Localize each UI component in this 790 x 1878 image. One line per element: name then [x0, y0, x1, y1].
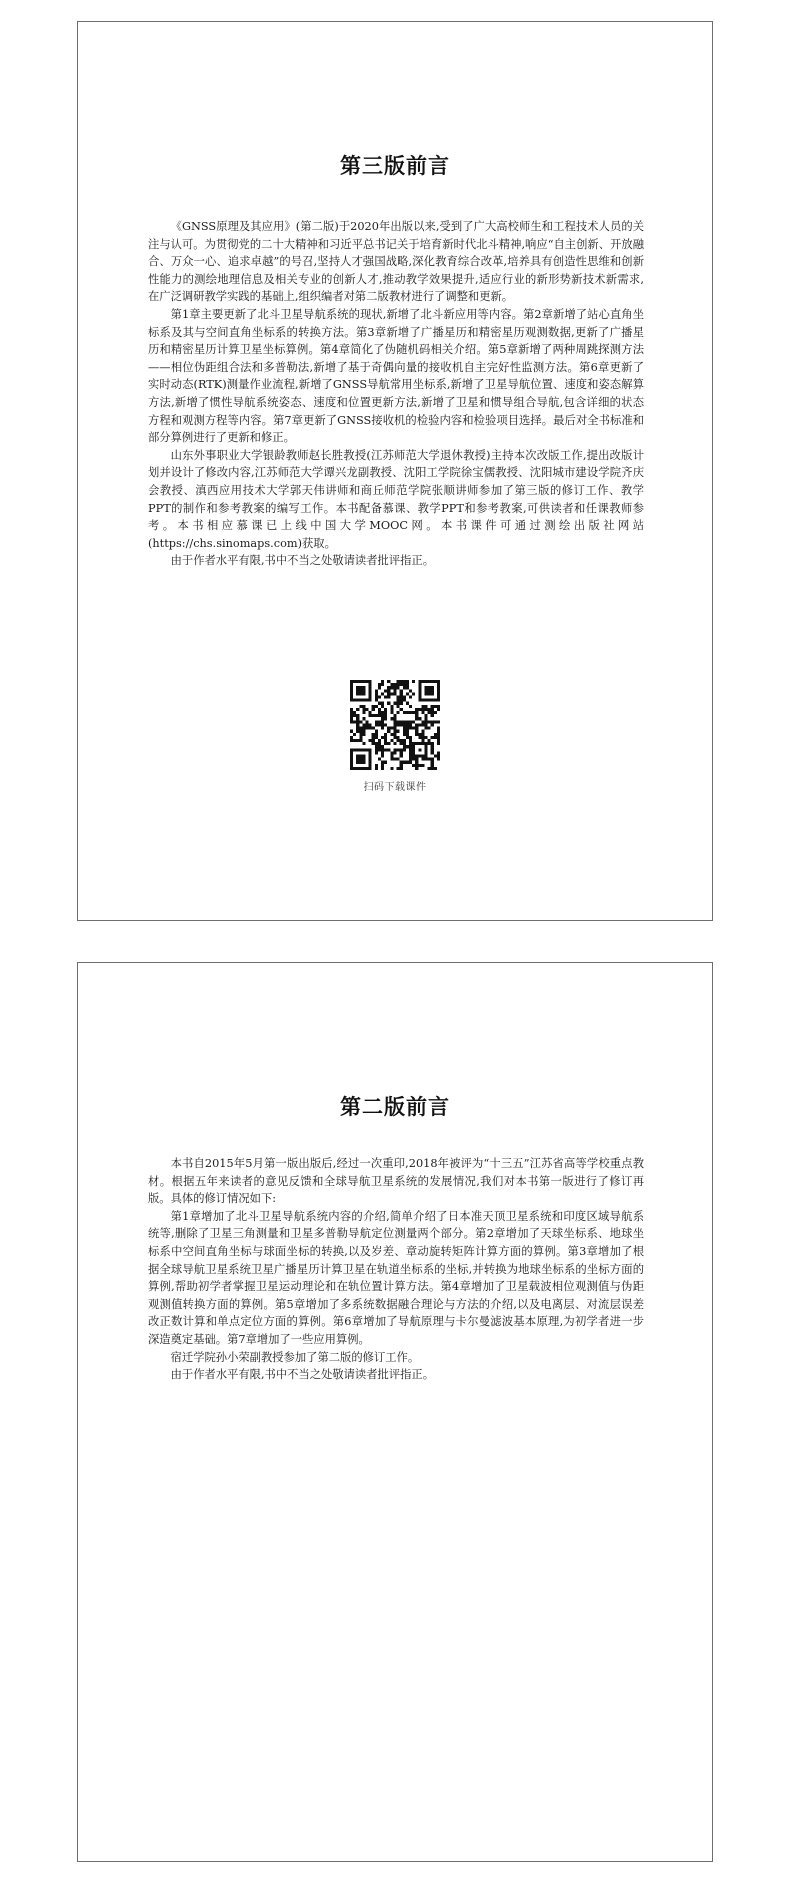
paragraph: 第1章主要更新了北斗卫星导航系统的现状,新增了北斗新应用等内容。第2章新增了站心直角坐标系及其与空间直角坐标系的转换方法。第3章新增了广播星历和精密星历观测数据,更新了广播星历和精密星历计算卫星坐标算例。第4章简化了伪随机码相关介绍。第5章新增了两种周跳探测方法——相位伪距组合法和多普勒法,新增了基于奇偶向量的接收机自主完好性监测方法。第6章更新了实时动态(RTK)测量作业流程,新增了GNSS导航常用坐标系,新增了卫星导航位置、速度和姿态解算方法,新增了惯性导航系统姿态、速度和位置更新方法,新增了卫星和惯导组合导航,包含详细的状态方程和观测方程等内容。第7章更新了GNSS接收机的检验内容和检验项目选择。最后对全书标准和部分算例进行了更新和修正。 — [148, 307, 644, 445]
paragraph: 由于作者水平有限,书中不当之处敬请读者批评指正。 — [170, 554, 435, 568]
paragraph: 第1章增加了北斗卫星导航系统内容的介绍,简单介绍了日本准天顶卫星系统和印度区域导航系统等,删除了卫星三角测量和卫星多普勒导航定位测量两个部分。第2章增加了天球坐标系、地球坐标系中空间直角坐标与球面坐标的转换,以及岁差、章动旋转矩阵计算方面的算例。第3章增加了根据全球导航卫星系统卫星广播星历计算卫星在轨道坐标系的坐标,并转换为地球坐标系的坐标方面的算例,帮助初学者掌握卫星运动理论和在轨位置计算方法。第4章增加了卫星载波相位观测值与伪距观测值转换方面的算例。第5章增加了多系统数据融合理论与方法的介绍,以及电离层、对流层误差改正数计算和单点定位方面的算例。第6章增加了导航原理与卡尔曼滤波基本原理,为初学者进一步深造奠定基础。第7章增加了一些应用算例。 — [148, 1209, 644, 1346]
paragraph: 由于作者水平有限,书中不当之处敬请读者批评指正。 — [170, 1368, 435, 1382]
preface-body — [148, 1155, 644, 1384]
preface-body — [148, 218, 644, 570]
paragraph: 宿迁学院孙小荣副教授参加了第二版的修订工作。 — [170, 1350, 420, 1364]
page-third-edition-preface — [77, 21, 713, 921]
qr-code-image[interactable] — [350, 680, 440, 770]
paragraph: 《GNSS原理及其应用》(第二版)于2020年出版以来,受到了广大高校师生和工程技术人员的关注与认可。为贯彻党的二十大精神和习近平总书记关于培育新时代北斗精神,响应“自主创新、开放融合、万众一心、追求卓越”的号召,坚持人才强国战略,深化教育综合改革,培养具有创造性思维和创新性能力的测绘地理信息及相关专业的创新人才,推动教学效果提升,适应行业的新形势新技术新需求,在广泛调研教学实践的基础上,组织编者对第二版教材进行了调整和更新。 — [148, 220, 644, 304]
page-title: 第三版前言 — [340, 153, 450, 178]
paragraph: 山东外事职业大学银龄教师赵长胜教授(江苏师范大学退休教授)主持本次改版工作,提出改版计划并设计了修改内容,江苏师范大学谭兴龙副教授、沈阳工学院徐宝儒教授、沈阳城市建设学院齐庆会教授、滇西应用技术大学郭天伟讲师和商丘师范学院张顺讲师参加了第三版的修订工作、教学PPT的制作和参考教案的编写工作。本书配备慕课、教学PPT和参考教案,可供读者和任课教师参考。本书相应慕课已上线中国大学MOOC网。本书课件可通过测绘出版社网站(https://chs.sinomaps.com)获取。 — [148, 448, 644, 550]
qr-block — [78, 680, 712, 793]
page-title: 第二版前言 — [340, 1094, 450, 1119]
page-second-edition-preface — [77, 962, 713, 1862]
qr-caption: 扫码下载课件 — [363, 782, 427, 793]
paragraph: 本书自2015年5月第一版出版后,经过一次重印,2018年被评为“十三五”江苏省高等学校重点教材。根据五年来读者的意见反馈和全球导航卫星系统的发展情况,我们对本书第一版进行了修订再版。具体的修订情况如下: — [148, 1157, 644, 1206]
